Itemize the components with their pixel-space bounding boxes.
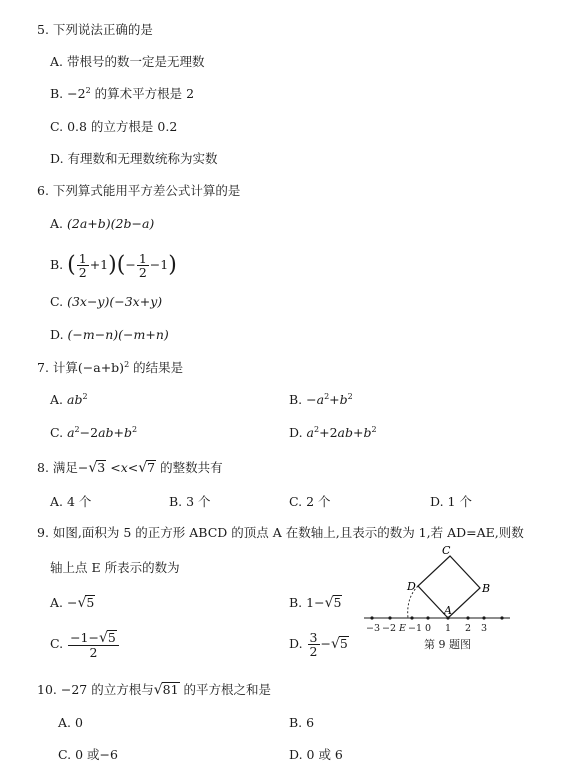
label-b: B <box>482 582 491 595</box>
label-c: C <box>442 544 451 557</box>
figure-caption: 第 9 题图 <box>424 638 471 651</box>
q8-option-c: C. 2 个 <box>289 494 331 509</box>
q7-option-c-label: C. <box>50 425 64 440</box>
q10-option-c: C. 0 或−6 <box>58 747 118 762</box>
tick-label-2: 2 <box>465 623 472 634</box>
question-6-stem: 6. 下列算式能用平方差公式计算的是 <box>37 183 241 198</box>
q5-option-b-exponent: 2 <box>85 86 91 95</box>
q9-option-b-label: B. <box>289 595 303 610</box>
q10-option-a: A. 0 <box>58 715 83 730</box>
q7-option-b: B. $-a^2+b^2$ <box>289 392 353 407</box>
q9-option-c-fraction: $\frac{-1-√5}{2}$ <box>68 630 119 659</box>
q8-stem-mid: <x< <box>110 460 139 475</box>
q6-option-d-expression: (−m−n)(−m+n) <box>67 327 169 342</box>
q8-option-a: A. 4 个 <box>50 494 92 509</box>
question-5-stem: 5. 下列说法正确的是 <box>37 22 153 37</box>
q7-stem-post: 的结果是 <box>129 360 184 375</box>
q8-option-b: B. 3 个 <box>169 494 211 509</box>
q9-option-d-fraction: $\frac{3}{2}$ <box>309 630 318 659</box>
q9-option-b: B. 1−√5 <box>289 595 342 611</box>
tick-label-3: 3 <box>481 623 488 634</box>
q9-option-c-label: C. <box>50 636 64 651</box>
q6-option-c-expression: (3x−y)(−3x+y) <box>67 294 163 309</box>
q9-option-c <box>50 630 120 659</box>
q9-option-d-label: D. <box>289 636 303 651</box>
question-10-stem: 10. −27 的立方根与√81 的平方根之和是 <box>37 682 272 698</box>
tick-label-neg2: −2 <box>382 623 397 634</box>
q9-option-a: A. −√5 <box>50 595 95 611</box>
fraction-one-half-negative: $\frac{1}{2}$ <box>138 251 147 280</box>
q5-option-a: A. 带根号的数一定是无理数 <box>50 54 205 69</box>
q6-option-a-label: A. <box>50 216 64 231</box>
question-9-stem-line1: 9. 如图,面积为 5 的正方形 ABCD 的顶点 A 在数轴上,且表示的数为 1,若 AD=AE,则数 <box>37 525 524 540</box>
q5-option-d: D. 有理数和无理数统称为实数 <box>50 151 218 166</box>
question-7-stem <box>37 360 183 376</box>
tick-label-e: E <box>399 623 406 634</box>
q9-option-d: D. $\frac{3}{2}$ −√5 <box>289 630 348 659</box>
question-8-stem: 8. 满足−√3 <x<√7 的整数共有 <box>37 460 223 476</box>
label-a: A <box>444 604 452 617</box>
q5-option-c: C. 0.8 的立方根是 0.2 <box>50 119 178 134</box>
q7-stem-exponent: 2 <box>124 360 130 369</box>
q6-option-c <box>50 294 162 310</box>
tick-label-neg1: −1 <box>408 623 423 634</box>
tick-label-neg3: −3 <box>366 623 381 634</box>
q7-option-b-label: B. <box>289 392 303 407</box>
q6-option-d <box>50 327 169 343</box>
q8-stem-post: 的整数共有 <box>156 460 223 475</box>
q5-option-b-post: 的算术平方根是 2 <box>90 86 195 101</box>
q6-option-b-label: B. <box>50 257 64 272</box>
q9-option-a-label: A. <box>50 595 64 610</box>
q6-option-c-label: C. <box>50 294 64 309</box>
q5-option-b <box>50 86 194 102</box>
q6-option-a-expression: (2a+b)(2b−a) <box>67 216 155 231</box>
q10-option-b: B. 6 <box>289 715 315 730</box>
q7-stem-pre: 7. 计算(−a+b) <box>37 360 125 375</box>
q6-option-a <box>50 216 154 232</box>
q10-option-d: D. 0 或 6 <box>289 747 343 762</box>
q10-stem-post: 的平方根之和是 <box>179 682 272 697</box>
q7-option-a: A. $ab^2$ <box>50 392 88 407</box>
fraction-one-half: $\frac{1}{2}$ <box>78 251 87 280</box>
q6-option-d-label: D. <box>50 327 64 342</box>
tick-label-1: 1 <box>445 623 452 634</box>
q10-stem-pre: 10. −27 的立方根与 <box>37 682 154 697</box>
q7-option-c: C. $a^2-2ab+b^2$ <box>50 425 138 440</box>
question-9-stem-line2: 轴上点 E 所表示的数为 <box>50 560 180 575</box>
q7-option-d-label: D. <box>289 425 303 440</box>
q6-option-b: B. ( $\frac{1}{2}$ +1)(− $\frac{1}{2}$ −1) <box>50 251 177 280</box>
q7-option-d: D. $a^2+2ab+b^2$ <box>289 425 377 440</box>
q8-option-d: D. 1 个 <box>430 494 472 509</box>
q5-option-b-pre: B. −2 <box>50 86 86 101</box>
q8-stem-pre: 8. 满足− <box>37 460 89 475</box>
q7-option-a-label: A. <box>50 392 64 407</box>
label-d: D <box>407 580 416 593</box>
tick-label-0: 0 <box>425 623 432 634</box>
